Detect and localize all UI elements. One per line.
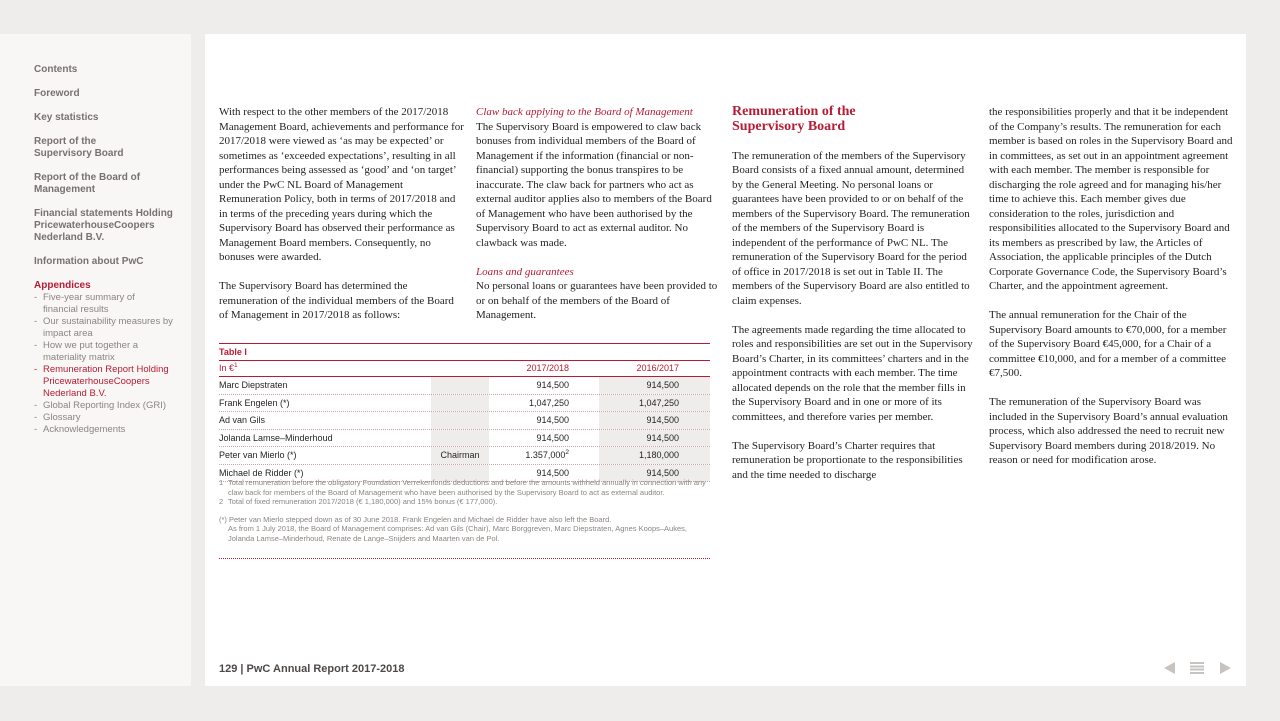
role-header <box>431 361 489 376</box>
member-role <box>431 430 489 447</box>
text-column-2 <box>476 105 721 337</box>
value-2017-2018: 914,500 <box>536 415 569 425</box>
value-footnote-ref: 2 <box>565 449 569 456</box>
sub-item-acknowledgements[interactable]: - Acknowledgements <box>34 424 186 436</box>
sub-item-materiality-matrix[interactable]: - How we put together a materiality matrix <box>34 340 148 364</box>
footnote-divider <box>219 558 710 559</box>
column-header-2017-2018: 2017/2018 <box>526 363 569 373</box>
sub-item-glossary[interactable]: - Glossary <box>34 412 186 424</box>
member-name: Marc Diepstraten <box>219 380 288 390</box>
paragraph: The remuneration of the Supervisory Board was included in the Supervisory Board’s annual evaluation process, which also addressed the need to recruit new Supervisory Board members during 2018/2019. No reason or need for modification arose. <box>989 396 1228 466</box>
loans-heading: Loans and guarantees <box>476 265 574 278</box>
value-2016-2017: 1,180,000 <box>599 447 710 464</box>
value-2016-2017: 914,500 <box>599 377 710 394</box>
member-role <box>431 395 489 412</box>
nav-item-foreword[interactable]: Foreword <box>34 88 80 99</box>
section-title: Remuneration of the Supervisory Board <box>732 104 856 134</box>
footnote-1 <box>219 478 710 497</box>
column-gap <box>569 395 599 412</box>
sidebar <box>0 34 191 686</box>
sub-item-gri[interactable]: - Global Reporting Index (GRI) <box>34 400 186 412</box>
nav-item-contents[interactable]: Contents <box>34 64 78 75</box>
unit-header <box>219 361 431 376</box>
column-gap <box>569 377 599 394</box>
board-change-note: (*) Peter van Mierlo stepped down as of 30 June 2018. Frank Engelen and Michael de Ridder have also left the Board. <box>219 514 612 524</box>
text-column-1 <box>219 105 464 337</box>
paragraph: The annual remuneration for the Chair of the Supervisory Board amounts to €70,000, for a member of the Supervisory Board €45,000, for a Chair of a committee €10,000, and for a member of a committee €7,500. <box>989 309 1227 379</box>
value-2016-2017: 1,047,250 <box>599 395 710 412</box>
table-row <box>219 447 710 465</box>
text-column-3 <box>732 105 977 497</box>
paragraph: the responsibilities properly and that it be independent of the Company’s results. The remuneration for each member is based on roles in the Supervisory Board and in committees, as set out in an appointment agreement with each member. The member is responsible for discharging the role agreed and for managing his/her time to achieve this. Each member gives due consideration to the roles, jurisdiction and responsibilities allocated to the Supervisory Board and its members as prescribed by law, the Articles of Association, the applicable principles of the Dutch Corporate Governance Code, the Supervisory Board’s Charter, and the appointment agreement. <box>989 106 1233 292</box>
paragraph: With respect to the other members of the 2017/2018 Management Board, achievements and performance for 2017/2018 were viewed as ‘as may be expected’ or sometimes as ‘exceeded expectations’, resulting in all performances being assessed as ‘good’ and ‘on target’ under the PwC NL Board of Management Remuneration Policy, both in terms of 2017/2018 and in terms of the preceding years during which the Supervisory Board has observed their performance as Management Board members. Consequently, no bonuses were awarded. <box>219 106 464 263</box>
next-arrow-icon <box>1220 662 1231 674</box>
value-2017-2018 <box>489 447 569 464</box>
prev-arrow-icon <box>1164 662 1175 674</box>
nav-item-appendices[interactable]: Appendices <box>34 280 91 291</box>
next-page-button[interactable] <box>1218 660 1232 676</box>
value-2016-2017: 914,500 <box>599 465 710 482</box>
column-gap <box>569 447 599 464</box>
board-composition-note: As from 1 July 2018, the Board of Management comprises: Ad van Gils (Chair), Marc Borggreven, Marc Diepstraten, Agnes Koops–Aukes, Jolanda Lamse–Minderhoud, Renate de Lange–Snijders and Maarten van de Pol. <box>228 524 687 543</box>
clawback-section <box>476 105 721 250</box>
nav-item-report-supervisory-board[interactable]: Report of the Supervisory Board <box>34 136 124 159</box>
sub-item-five-year-summary[interactable]: - Five-year summary of financial results <box>34 292 138 316</box>
table-row <box>219 412 710 430</box>
column-gap <box>569 361 599 376</box>
nav-item-report-board-of-management[interactable]: Report of the Board of Management <box>34 172 141 195</box>
table-title: Table I <box>219 343 710 360</box>
member-name: Peter van Mierlo (*) <box>219 450 297 460</box>
value-2017-2018: 1,047,250 <box>528 397 569 408</box>
prev-page-button[interactable] <box>1162 660 1176 676</box>
nav-item-key-statistics[interactable]: Key statistics <box>34 112 99 123</box>
column-gap <box>569 430 599 447</box>
table-row <box>219 430 710 448</box>
menu-button[interactable] <box>1190 660 1204 676</box>
value-2016-2017: 914,500 <box>599 412 710 429</box>
footnote-number: 1 <box>219 478 224 487</box>
sidebar-nav <box>34 64 186 448</box>
nav-item-information-about-pwc[interactable]: Information about PwC <box>34 256 144 267</box>
value-2017-2018: 914,500 <box>536 432 569 443</box>
paragraph: The Supervisory Board is empowered to claw back bonuses from individual members of the Board of Management if the information (financial or non-financial) supporting the bonus transpires to be inaccurate. The claw back for partners who act as external auditor applies also to members of the Board of Management who have been authorised by the Supervisory Board to act as external auditor. No clawback was made. <box>476 120 712 249</box>
table-footnotes <box>219 478 710 543</box>
sub-item-remuneration-report[interactable]: - Remuneration Report Holding PricewaterhouseCoopers Nederland B.V. <box>34 364 183 400</box>
footnote-2 <box>219 497 710 507</box>
member-name: Michael de Ridder (*) <box>219 467 304 478</box>
unit-footnote-ref: 1 <box>234 362 238 369</box>
member-role <box>431 412 489 429</box>
unit-label: In € <box>219 363 235 373</box>
value-2017-2018: 914,500 <box>536 380 569 390</box>
table-header <box>219 360 710 377</box>
column-gap <box>569 412 599 429</box>
clawback-heading: Claw back applying to the Board of Management <box>476 106 693 118</box>
member-name: Ad van Gils <box>219 415 266 425</box>
value-text: 1.357,000 <box>525 450 566 460</box>
document-page <box>205 34 1246 686</box>
member-name: Jolanda Lamse–Minderhoud <box>219 432 333 443</box>
paragraph: The agreements made regarding the time allocated to roles and responsibilities are set out in the Supervisory Board’s Charter, in its committees’ charters and in the appointment contracts with each member. The time allocated depends on the role that the member fills in the Supervisory Board and in one or more of its committees, and therefore varies per member. <box>732 323 973 423</box>
page-footer: 129 | PwC Annual Report 2017-2018 <box>219 663 405 675</box>
text-column-4 <box>989 105 1234 482</box>
table-row <box>219 377 710 395</box>
appendices-sublist <box>34 292 186 436</box>
sub-item-sustainability-measures[interactable]: - Our sustainability measures by impact area <box>34 316 178 340</box>
table-row <box>219 395 710 413</box>
loans-section <box>476 265 721 323</box>
value-2016-2017: 914,500 <box>599 430 710 447</box>
paragraph: No personal loans or guarantees have been provided to or on behalf of the members of the Board of Management. <box>476 280 718 321</box>
footnote-text: Total remuneration before the obligatory Foundation Verrekenfonds deductions and before the amounts withheld annually in connection with any claw back for members of the Board of Management who have been authorised by the Supervisory Board to act as external auditor. <box>228 478 706 497</box>
member-name: Frank Engelen (*) <box>219 397 290 408</box>
nav-item-financial-statements[interactable]: Financial statements Holding PricewaterhouseCoopers Nederland B.V. <box>34 208 173 243</box>
page-controls <box>1162 660 1232 676</box>
footnote-number: 2 <box>219 497 224 506</box>
member-role <box>431 377 489 394</box>
member-role: Chairman <box>431 447 489 464</box>
menu-lines-icon <box>1190 662 1204 674</box>
paragraph: The remuneration of the members of the Supervisory Board consists of a fixed annual amount, determined by the General Meeting. No personal loans or guarantees have been provided to or on behalf of the members of the Supervisory Board. The remuneration of the members of the Supervisory Board is independent of the performance of PwC NL. The remuneration of the Supervisory Board for the period of office in 2017/2018 is set out in Table II. The members of the Supervisory Board are also entitled to claim expenses. <box>732 149 970 307</box>
paragraph: The Supervisory Board’s Charter requires that remuneration be proportionate to the responsibilities and the time needed to discharge <box>732 439 963 481</box>
column-header-2016-2017: 2016/2017 <box>636 363 679 373</box>
footnote-text: Total of fixed remuneration 2017/2018 (€ 1,180,000) and 15% bonus (€ 177,000). <box>228 497 498 506</box>
remuneration-table <box>219 343 710 482</box>
paragraph: The Supervisory Board has determined the remuneration of the individual members of the Board of Management in 2017/2018 as follows: <box>219 280 454 321</box>
value-2017-2018: 914,500 <box>536 467 569 478</box>
